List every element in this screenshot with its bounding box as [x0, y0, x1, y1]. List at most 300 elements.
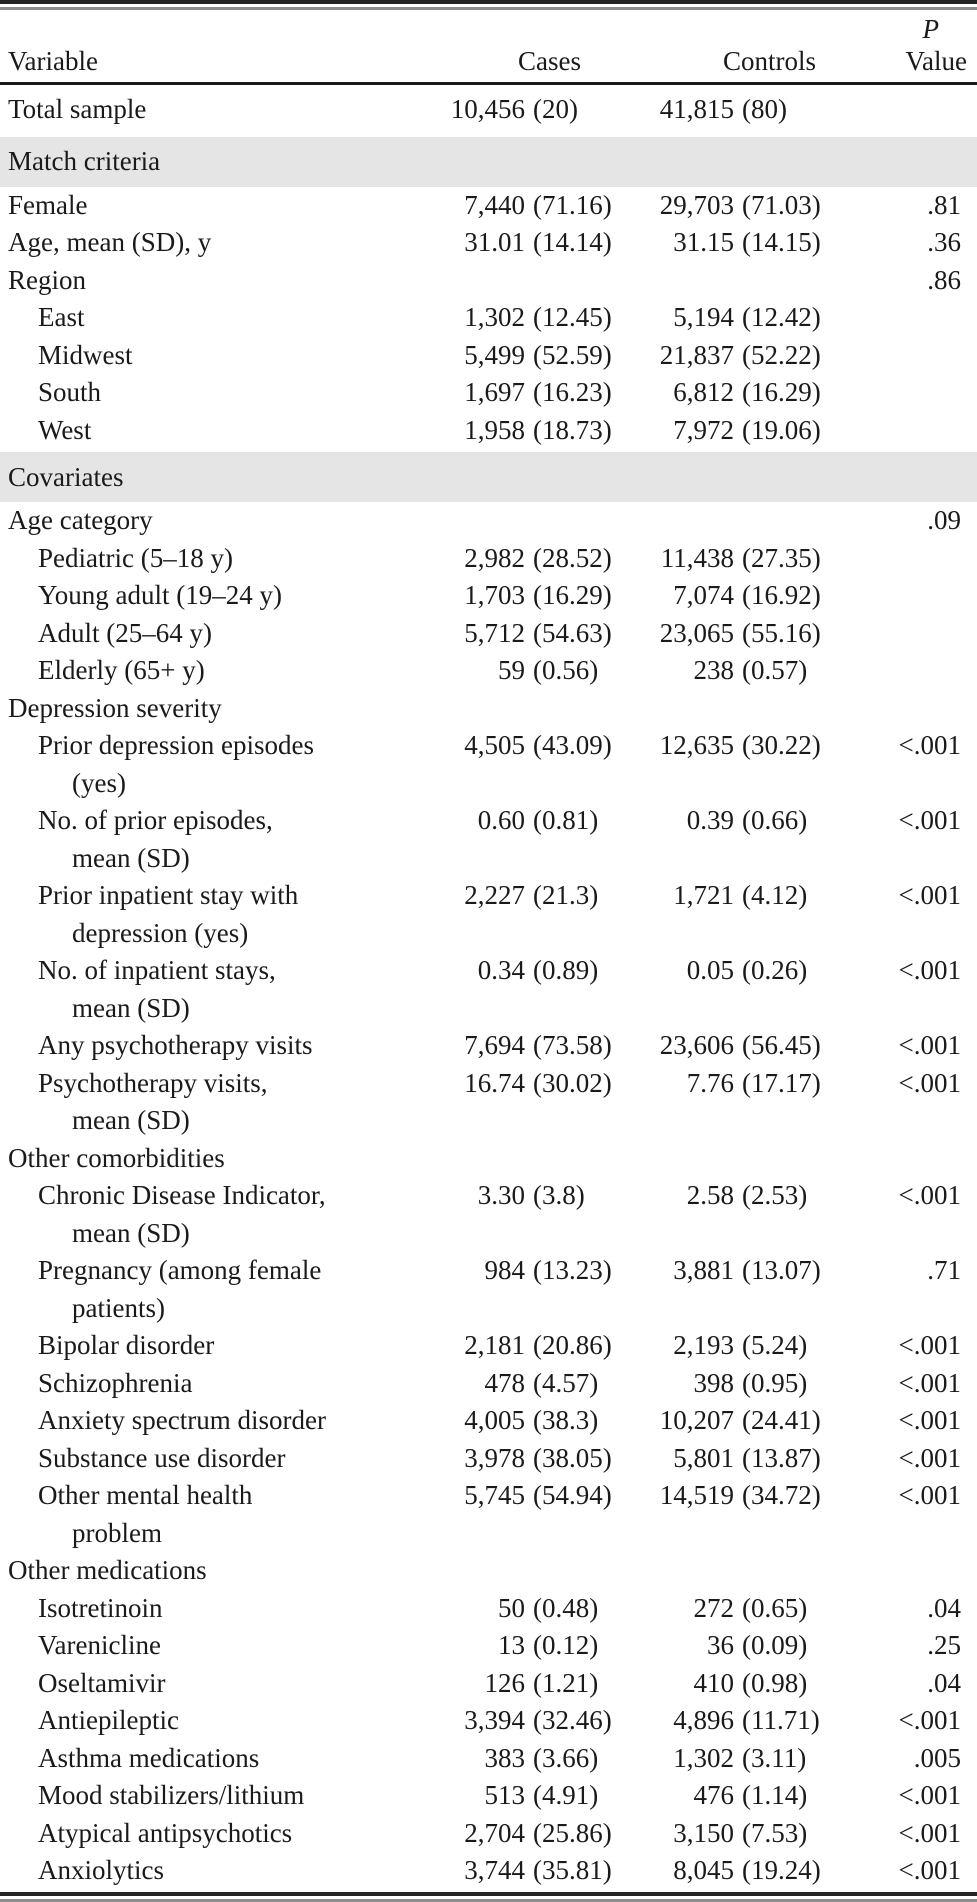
cases-count: 2,982 — [464, 542, 525, 573]
controls-percent: (19.24) — [742, 1855, 821, 1885]
cases-percent: (28.52) — [533, 542, 612, 573]
cases-percent: (16.23) — [533, 377, 612, 407]
variable-label: Substance use disorder — [38, 1442, 286, 1473]
cases-cell — [407, 224, 642, 262]
cases-cell — [407, 540, 642, 578]
controls-percent: (0.09) — [742, 1630, 808, 1660]
cases-count: 7,440 — [464, 189, 525, 220]
table-row — [0, 1177, 977, 1252]
cases-percent: (0.56) — [533, 655, 599, 685]
variable-label: Any psychotherapy visits — [38, 1030, 313, 1060]
controls-cell — [642, 1440, 867, 1478]
cases-count: 3,394 — [464, 1705, 525, 1735]
variable-cell — [0, 262, 407, 300]
cases-cell — [407, 1252, 642, 1290]
cases-count: 5,712 — [464, 617, 525, 648]
p-value-cell: .005 — [913, 1742, 961, 1773]
controls-percent: (24.41) — [742, 1405, 821, 1435]
table-row — [0, 262, 977, 300]
cases-cell — [407, 652, 642, 690]
variable-label: Age category — [8, 505, 153, 535]
cases-cell — [407, 727, 642, 765]
cases-percent: (25.86) — [533, 1817, 612, 1848]
cases-cell — [407, 1440, 642, 1478]
variable-cell — [0, 374, 407, 412]
controls-count: 3,150 — [673, 1817, 734, 1848]
controls-count: 11,438 — [660, 542, 734, 573]
p-value-cell: <.001 — [898, 805, 961, 835]
controls-percent: (16.29) — [742, 377, 821, 407]
table-row — [0, 1402, 977, 1440]
table-row — [0, 1815, 977, 1853]
variable-cell — [0, 1740, 407, 1778]
p-value-cell: <.001 — [898, 1367, 961, 1398]
table-row — [0, 952, 977, 1027]
variable-label: No. of inpatient stays, — [38, 955, 276, 985]
variable-label-continued: (yes) — [72, 767, 126, 798]
controls-count: 5,194 — [673, 302, 734, 332]
cases-cell — [407, 1665, 642, 1703]
cases-count: 1,697 — [464, 377, 525, 407]
column-header-variable: Variable — [8, 46, 98, 76]
cases-percent: (3.8) — [533, 1180, 585, 1210]
cases-cell — [407, 1777, 642, 1815]
cases-percent: (14.14) — [533, 227, 612, 257]
variable-label: Atypical antipsychotics — [38, 1817, 293, 1848]
cases-percent: (4.57) — [533, 1367, 599, 1398]
controls-count: 2.58 — [686, 1180, 734, 1210]
table-row — [0, 727, 977, 802]
controls-cell — [642, 727, 867, 765]
table-row — [0, 1477, 977, 1552]
variable-label: Anxiety spectrum disorder — [38, 1405, 326, 1435]
controls-percent: (0.98) — [742, 1667, 808, 1698]
controls-count: 12,635 — [659, 730, 734, 760]
cases-count: 5,499 — [464, 339, 525, 370]
cases-count: 3,744 — [464, 1855, 525, 1885]
table-body — [0, 85, 977, 1890]
variable-cell — [0, 1252, 407, 1327]
cases-cell — [407, 952, 642, 990]
controls-percent: (2.53) — [742, 1180, 808, 1210]
controls-percent: (3.11) — [742, 1742, 807, 1773]
cases-count: 4,005 — [464, 1405, 525, 1435]
p-value-cell: .36 — [927, 227, 961, 257]
cases-cell — [407, 1027, 642, 1065]
controls-cell — [642, 1065, 867, 1103]
table-row — [0, 337, 977, 375]
variable-cell — [0, 577, 407, 615]
controls-percent: (0.26) — [742, 955, 808, 985]
cases-count: 16.74 — [464, 1067, 525, 1098]
variable-label: East — [38, 302, 85, 332]
p-value-cell: <.001 — [898, 1180, 961, 1210]
variable-cell — [0, 1627, 407, 1665]
variable-label: Antiepileptic — [38, 1705, 179, 1735]
p-value-cell: .81 — [927, 189, 961, 220]
section-row — [0, 452, 977, 502]
cases-percent: (4.91) — [533, 1780, 599, 1810]
p-value-cell: .04 — [927, 1592, 961, 1623]
controls-percent: (4.12) — [742, 880, 808, 910]
variable-label: Other comorbidities — [8, 1142, 225, 1173]
cases-count: 478 — [484, 1367, 525, 1398]
variable-label: Prior inpatient stay with — [38, 880, 299, 910]
table-row — [0, 85, 977, 134]
variable-cell — [0, 652, 407, 690]
controls-cell — [642, 1702, 867, 1740]
variable-cell — [0, 1065, 407, 1140]
controls-percent: (56.45) — [742, 1030, 821, 1060]
controls-percent: (71.03) — [742, 189, 821, 220]
cases-percent: (43.09) — [533, 730, 612, 760]
variable-label: Asthma medications — [38, 1742, 260, 1773]
column-header-cases: Cases — [518, 46, 581, 76]
variable-cell — [0, 412, 407, 450]
variable-cell — [0, 299, 407, 337]
table-row — [0, 1065, 977, 1140]
table-row — [0, 412, 977, 450]
controls-cell — [642, 652, 867, 690]
variable-label: Young adult (19–24 y) — [38, 580, 283, 610]
cases-cell — [407, 412, 642, 450]
cases-count: 5,745 — [464, 1480, 525, 1510]
cases-cell — [407, 577, 642, 615]
variable-label-continued: problem — [72, 1517, 162, 1548]
variable-label: Psychotherapy visits, — [38, 1067, 268, 1098]
variable-cell — [0, 690, 407, 728]
p-value-cell: .25 — [927, 1630, 961, 1660]
controls-count: 476 — [693, 1780, 734, 1810]
table-row — [0, 1552, 977, 1590]
controls-count: 4,896 — [673, 1705, 734, 1735]
table-row — [0, 577, 977, 615]
cases-percent: (38.05) — [533, 1442, 612, 1473]
controls-count: 31.15 — [673, 227, 734, 257]
variable-cell — [0, 1440, 407, 1478]
variable-cell — [0, 1815, 407, 1853]
controls-percent: (7.53) — [742, 1817, 808, 1848]
section-label: Match criteria — [8, 146, 161, 176]
cases-percent: (52.59) — [533, 339, 612, 370]
variable-cell — [0, 952, 407, 1027]
variable-label-continued: patients) — [72, 1292, 165, 1323]
table-row — [0, 374, 977, 412]
table-row — [0, 802, 977, 877]
controls-percent: (30.22) — [742, 730, 821, 760]
cases-percent: (20.86) — [533, 1330, 612, 1360]
controls-count: 7,972 — [673, 414, 734, 445]
controls-percent: (0.95) — [742, 1367, 808, 1398]
table-row — [0, 1852, 977, 1890]
variable-cell — [0, 1140, 407, 1178]
variable-label: Other medications — [8, 1555, 207, 1585]
controls-count: 23,065 — [659, 617, 734, 648]
controls-count: 10,207 — [659, 1405, 734, 1435]
controls-cell — [642, 1852, 867, 1890]
variable-cell — [0, 1852, 407, 1890]
column-header-controls: Controls — [722, 46, 816, 76]
variable-cell — [0, 224, 407, 262]
variable-label: Schizophrenia — [38, 1367, 193, 1398]
variable-label: Oseltamivir — [38, 1667, 166, 1698]
variable-label: Varenicline — [38, 1630, 161, 1660]
controls-cell — [642, 1477, 867, 1515]
cases-cell — [407, 187, 642, 225]
variable-label: Isotretinoin — [38, 1592, 163, 1623]
cases-count: 13 — [498, 1630, 525, 1660]
controls-cell — [642, 224, 867, 262]
controls-cell — [642, 412, 867, 450]
controls-percent: (27.35) — [742, 542, 821, 573]
controls-count: 272 — [693, 1592, 734, 1623]
variable-label: Chronic Disease Indicator, — [38, 1180, 326, 1210]
variable-label: West — [38, 414, 92, 445]
controls-cell — [642, 1815, 867, 1853]
cases-percent: (20) — [533, 94, 578, 124]
cases-count: 50 — [498, 1592, 525, 1623]
p-value-cell: .71 — [927, 1255, 961, 1285]
cases-cell — [407, 1365, 642, 1403]
section-row — [0, 137, 977, 187]
p-value-cell: .09 — [927, 505, 961, 535]
cases-cell — [407, 1477, 642, 1515]
controls-percent: (13.87) — [742, 1442, 821, 1473]
table-row — [0, 224, 977, 262]
variable-cell — [0, 1027, 407, 1065]
variable-label-continued: depression (yes) — [72, 917, 249, 948]
cases-count: 4,505 — [464, 730, 525, 760]
controls-count: 398 — [693, 1367, 734, 1398]
variable-cell — [0, 1177, 407, 1252]
variable-label: South — [38, 377, 102, 407]
controls-cell — [642, 1177, 867, 1215]
cases-cell — [407, 1065, 642, 1103]
controls-percent: (80) — [742, 94, 787, 124]
cases-percent: (0.89) — [533, 955, 599, 985]
controls-percent: (1.14) — [742, 1780, 808, 1810]
p-value-cell: .04 — [927, 1667, 961, 1698]
cases-count: 1,958 — [464, 414, 525, 445]
cases-count: 31.01 — [464, 227, 525, 257]
variable-cell — [0, 1702, 407, 1740]
bottom-rule-gray — [0, 1899, 977, 1902]
p-value-cell: .86 — [927, 264, 961, 295]
controls-cell — [642, 1027, 867, 1065]
variable-label: Total sample — [8, 94, 147, 124]
cases-cell — [407, 1852, 642, 1890]
p-value-cell: <.001 — [898, 1405, 961, 1435]
cases-percent: (0.81) — [533, 805, 599, 835]
controls-percent: (0.57) — [742, 655, 808, 685]
cases-percent: (35.81) — [533, 1855, 612, 1885]
cases-percent: (12.45) — [533, 302, 612, 332]
table-row — [0, 1665, 977, 1703]
variable-label: Other mental health — [38, 1480, 253, 1510]
variable-cell — [0, 1402, 407, 1440]
controls-count: 21,837 — [659, 339, 734, 370]
table-header-row — [0, 10, 977, 85]
cases-count: 59 — [498, 655, 525, 685]
variable-label: Anxiolytics — [38, 1855, 164, 1885]
controls-percent: (0.66) — [742, 805, 808, 835]
table-row — [0, 1140, 977, 1178]
controls-count: 6,812 — [673, 377, 734, 407]
cases-percent: (71.16) — [533, 189, 612, 220]
controls-percent: (16.92) — [742, 580, 821, 610]
table-row — [0, 1327, 977, 1365]
p-value-cell: <.001 — [898, 1780, 961, 1810]
cases-cell — [407, 1590, 642, 1628]
variable-label: Elderly (65+ y) — [38, 655, 205, 685]
controls-count: 23,606 — [659, 1030, 734, 1060]
table-row — [0, 540, 977, 578]
controls-percent: (19.06) — [742, 414, 821, 445]
variable-label: Depression severity — [8, 692, 222, 723]
controls-cell — [642, 1777, 867, 1815]
cases-cell — [407, 802, 642, 840]
controls-cell — [642, 615, 867, 653]
p-value-cell: <.001 — [898, 1330, 961, 1360]
cases-percent: (0.12) — [533, 1630, 599, 1660]
cases-percent: (73.58) — [533, 1030, 612, 1060]
table-row — [0, 187, 977, 225]
variable-cell — [0, 187, 407, 225]
variable-label: Pregnancy (among female — [38, 1255, 322, 1285]
controls-count: 1,302 — [673, 1742, 734, 1773]
cases-count: 7,694 — [464, 1030, 525, 1060]
cases-percent: (0.48) — [533, 1592, 599, 1623]
cases-count: 2,704 — [464, 1817, 525, 1848]
cases-count: 513 — [484, 1780, 525, 1810]
controls-count: 29,703 — [659, 189, 734, 220]
controls-percent: (17.17) — [742, 1067, 821, 1098]
section-label: Covariates — [8, 461, 124, 492]
p-value-cell: <.001 — [898, 955, 961, 985]
cases-count: 126 — [484, 1667, 525, 1698]
variable-cell — [0, 1365, 407, 1403]
cases-percent: (13.23) — [533, 1255, 612, 1285]
controls-percent: (13.07) — [742, 1255, 821, 1285]
controls-cell — [642, 1627, 867, 1665]
controls-cell — [642, 1365, 867, 1403]
cases-count: 0.60 — [477, 805, 525, 835]
variable-label: Bipolar disorder — [38, 1330, 215, 1360]
controls-count: 2,193 — [673, 1330, 734, 1360]
variable-label-continued: mean (SD) — [72, 842, 190, 873]
controls-percent: (14.15) — [742, 227, 821, 257]
p-value-cell: <.001 — [898, 880, 961, 910]
controls-count: 3,881 — [673, 1255, 734, 1285]
variable-cell — [0, 337, 407, 375]
table-row — [0, 1440, 977, 1478]
cases-cell — [407, 337, 642, 375]
controls-percent: (34.72) — [742, 1480, 821, 1510]
variable-cell — [0, 502, 407, 540]
bottom-rules — [0, 1892, 977, 1902]
controls-cell — [642, 802, 867, 840]
variable-label-continued: mean (SD) — [72, 1217, 190, 1248]
table-row — [0, 690, 977, 728]
controls-count: 238 — [693, 655, 734, 685]
cases-count: 984 — [484, 1255, 525, 1285]
controls-cell — [642, 187, 867, 225]
cases-cell — [407, 1815, 642, 1853]
variable-cell — [0, 727, 407, 802]
cases-percent: (16.29) — [533, 580, 612, 610]
cases-percent: (21.3) — [533, 880, 599, 910]
controls-cell — [642, 337, 867, 375]
variable-cell — [0, 1665, 407, 1703]
variable-cell — [0, 615, 407, 653]
cases-count: 3.30 — [477, 1180, 525, 1210]
table-row — [0, 877, 977, 952]
controls-cell — [642, 374, 867, 412]
controls-percent: (0.65) — [742, 1592, 808, 1623]
controls-cell — [642, 1740, 867, 1778]
controls-percent: (12.42) — [742, 302, 821, 332]
cases-count: 383 — [484, 1742, 525, 1773]
variable-cell — [0, 802, 407, 877]
cases-count: 1,302 — [464, 302, 525, 332]
cases-count: 2,227 — [464, 880, 525, 910]
variable-label-continued: mean (SD) — [72, 992, 190, 1023]
controls-cell — [642, 1327, 867, 1365]
cases-percent: (54.94) — [533, 1480, 612, 1510]
cases-count: 10,456 — [450, 94, 525, 124]
table-row — [0, 502, 977, 540]
variable-cell — [0, 91, 407, 129]
cases-cell — [407, 299, 642, 337]
variable-label: Pediatric (5–18 y) — [38, 542, 233, 573]
variable-label-continued: mean (SD) — [72, 1105, 190, 1135]
controls-count: 0.39 — [686, 805, 734, 835]
controls-cell — [642, 1252, 867, 1290]
table-row — [0, 1740, 977, 1778]
table-row — [0, 1590, 977, 1628]
p-value-cell: <.001 — [898, 1067, 961, 1098]
cases-percent: (1.21) — [533, 1667, 599, 1698]
table-row — [0, 1777, 977, 1815]
table-row — [0, 1252, 977, 1327]
variable-cell — [0, 1590, 407, 1628]
p-value-cell: <.001 — [898, 1480, 961, 1510]
cases-cell — [407, 1327, 642, 1365]
controls-percent: (5.24) — [742, 1330, 808, 1360]
cases-count: 1,703 — [464, 580, 525, 610]
controls-count: 7,074 — [673, 580, 734, 610]
variable-cell — [0, 1552, 407, 1590]
controls-count: 14,519 — [659, 1480, 734, 1510]
cases-percent: (32.46) — [533, 1705, 612, 1735]
cases-percent: (3.66) — [533, 1742, 599, 1773]
controls-cell — [642, 1590, 867, 1628]
variable-cell — [0, 1477, 407, 1552]
variable-cell — [0, 1777, 407, 1815]
controls-count: 1,721 — [673, 880, 734, 910]
controls-count: 410 — [693, 1667, 734, 1698]
variable-label: Prior depression episodes — [38, 730, 314, 760]
cases-percent: (30.02) — [533, 1067, 612, 1098]
controls-cell — [642, 1402, 867, 1440]
cases-count: 3,978 — [464, 1442, 525, 1473]
variable-label: No. of prior episodes, — [38, 805, 273, 835]
variable-cell — [0, 877, 407, 952]
cases-cell — [407, 1177, 642, 1215]
cases-percent: (54.63) — [533, 617, 612, 648]
table-row — [0, 1365, 977, 1403]
controls-percent: (11.71) — [742, 1705, 820, 1735]
